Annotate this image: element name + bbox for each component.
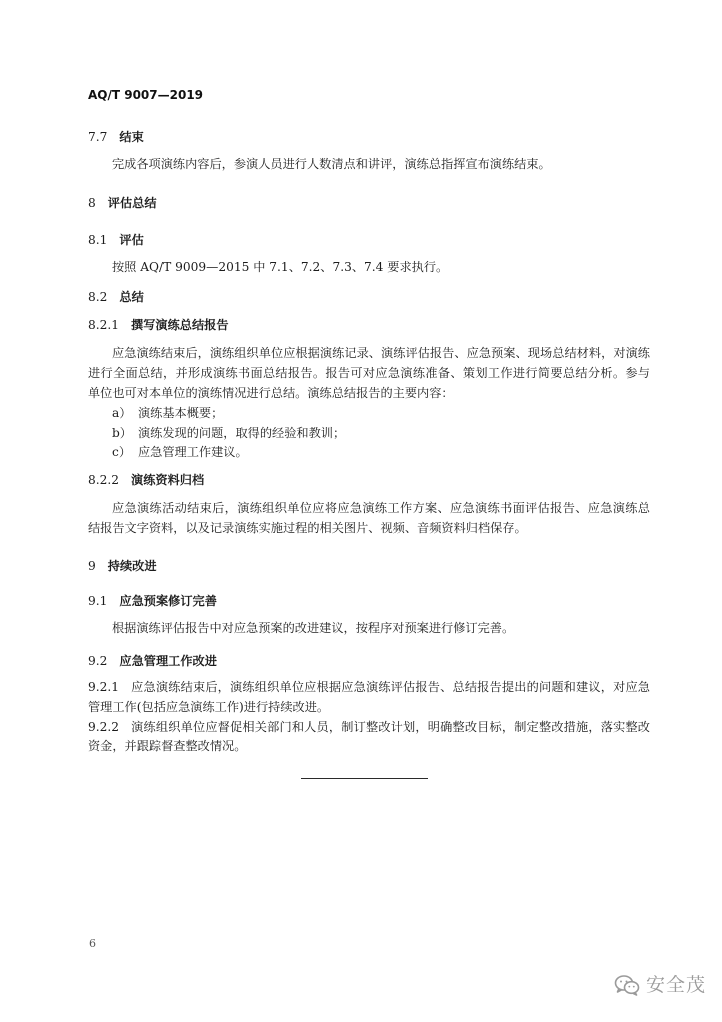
- list-marker: a）: [112, 406, 132, 420]
- heading-number: 7.7: [88, 130, 108, 144]
- heading-number: 8: [88, 196, 96, 210]
- heading-title: 演练资料归档: [131, 473, 205, 487]
- heading-number: 9.2: [88, 654, 108, 668]
- paragraph-line: 资金，并跟踪督查整改情况。: [88, 739, 247, 753]
- heading-number: 8.2: [88, 290, 108, 304]
- list-marker: c）: [112, 445, 132, 459]
- watermark-text: 安全茂: [646, 974, 707, 996]
- list-marker: b）: [112, 426, 132, 440]
- heading-number: 8.2.2: [88, 473, 120, 487]
- paragraph-7-7: 完成各项演练内容后，参演人员进行人数清点和讲评，演练总指挥宣布演练结束。: [112, 157, 551, 171]
- list-item: 应急管理工作建议。: [138, 445, 248, 459]
- end-rule: [301, 778, 428, 779]
- heading-9-2: [88, 653, 217, 669]
- paragraph-line: 结报告文字资料，以及记录演练实施过程的相关图片、视频、音频资料归档保存。: [88, 521, 527, 535]
- paragraph-line: 演练组织单位应督促相关部门和人员，制订整改计划，明确整改目标，制定整改措施，落实整改: [131, 720, 650, 734]
- heading-title: 结束: [119, 130, 144, 144]
- paragraph-line: 应急演练活动结束后，演练组织单位应将应急演练工作方案、应急演练书面评估报告、应急演练总: [112, 501, 650, 515]
- heading-9: [88, 558, 157, 574]
- clause-number: 9.2.2: [88, 720, 120, 734]
- wechat-icon: [614, 974, 640, 996]
- paragraph-line: 应急演练结束后，演练组织单位应根据应急演练评估报告、总结报告提出的问题和建议，对应急: [131, 680, 650, 694]
- heading-number: 8.2.1: [88, 318, 120, 332]
- watermark: [614, 973, 706, 997]
- paragraph-9-1: 根据演练评估报告中对应急预案的改进建议，按程序对预案进行修订完善。: [112, 621, 515, 635]
- heading-title: 总结: [119, 290, 144, 304]
- clause-9-2-2: [88, 719, 650, 735]
- heading-title: 评估总结: [107, 196, 157, 210]
- clause-9-2-1: [88, 679, 650, 695]
- paragraph-8-1: 按照 AQ/T 9009—2015 中 7.1、7.2、7.3、7.4 要求执行。: [112, 260, 449, 274]
- heading-title: 评估: [119, 233, 144, 247]
- paragraph-line: 单位也可对本单位的演练情况进行总结。演练总结报告的主要内容：: [88, 386, 454, 400]
- heading-title: 持续改进: [107, 559, 157, 573]
- clause-number: 9.2.1: [88, 680, 120, 694]
- document-code: AQ/T 9007—2019: [88, 88, 204, 102]
- heading-8-2: [88, 289, 144, 305]
- heading-title: 撰写演练总结报告: [131, 318, 229, 332]
- heading-title: 应急预案修订完善: [119, 594, 217, 608]
- heading-7-7: [88, 129, 144, 145]
- page-number: 6: [89, 937, 96, 950]
- heading-8-1: [88, 232, 144, 248]
- heading-8-2-2: [88, 472, 204, 488]
- heading-number: 9.1: [88, 594, 108, 608]
- heading-8-2-1: [88, 317, 229, 333]
- list-item: 演练发现的问题，取得的经验和教训；: [138, 426, 346, 440]
- heading-title: 应急管理工作改进: [119, 654, 217, 668]
- paragraph-line: 管理工作(包括应急演练工作)进行持续改进。: [88, 700, 330, 714]
- heading-number: 8.1: [88, 233, 108, 247]
- heading-9-1: [88, 593, 217, 609]
- paragraph-line: 进行全面总结，并形成演练书面总结报告。报告可对应急演练准备、策划工作进行简要总结分析。参与: [88, 366, 650, 380]
- list-item: 演练基本概要；: [138, 406, 224, 420]
- heading-8: [88, 195, 157, 211]
- paragraph-line: 应急演练结束后，演练组织单位应根据演练记录、演练评估报告、应急预案、现场总结材料，对演练: [112, 346, 650, 360]
- heading-number: 9: [88, 559, 96, 573]
